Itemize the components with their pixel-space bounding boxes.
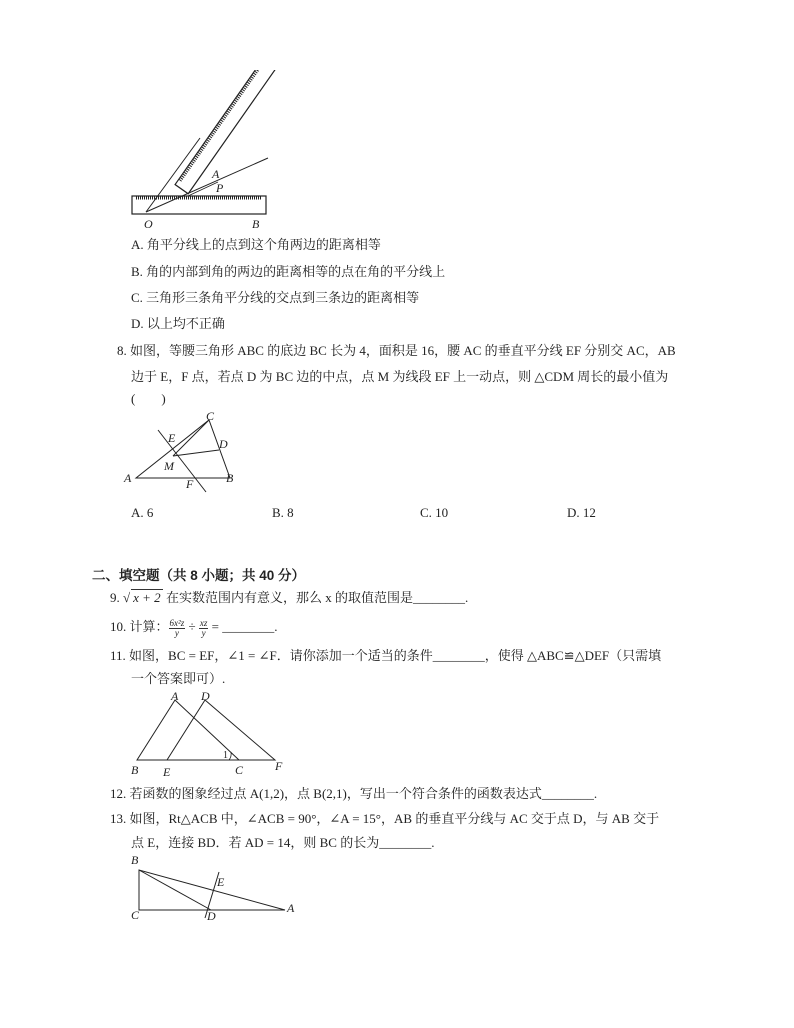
q7-option-c: C. 三角形三条角平分线的交点到三条边的距离相等	[131, 290, 420, 305]
q8-label-f: F	[186, 477, 194, 491]
q11-label-c: C	[235, 763, 244, 777]
q11-label-e: E	[163, 765, 171, 779]
q10-fraction-1	[169, 619, 186, 638]
q10-suffix: = ________.	[208, 619, 278, 634]
q8-label-a: A	[124, 471, 132, 485]
q10-frac1-num: 6x²z	[169, 617, 185, 628]
q11-label-angle-1: 1	[223, 750, 228, 761]
q7-label-p: P	[216, 181, 224, 195]
q10-frac2-num: xz	[199, 617, 208, 628]
q8-label-m: M	[164, 459, 174, 473]
q8-option-d: D. 12	[567, 505, 596, 520]
q11-label-a: A	[171, 689, 179, 703]
q11-figure	[125, 688, 295, 780]
q8-option-c: C. 10	[420, 505, 449, 520]
q9-number: 9.	[110, 590, 120, 605]
q8-label-c: C	[206, 409, 215, 423]
q10-fraction-2	[199, 619, 209, 638]
q13-label-e: E	[217, 875, 225, 889]
q9-sqrt: √ x + 2	[123, 590, 161, 605]
q13-label-d: D	[207, 909, 216, 923]
q7-label-b: B	[252, 217, 260, 231]
q8-figure	[120, 408, 245, 493]
q9-rest: 在实数范围内有意义，那么 x 的取值范围是________.	[162, 590, 469, 605]
q9-radicand: x + 2	[133, 590, 161, 605]
q8-text-line2: 边于 E，F 点，若点 D 为 BC 边的中点，点 M 为线段 EF 上一动点，则 △CDM 周长的最小值为	[131, 369, 669, 384]
q13-text-line2: 点 E，连接 BD．若 AD = 14，则 BC 的长为________.	[131, 835, 435, 850]
q13-text-line1: 13. 如图，Rt△ACB 中，∠ACB = 90°，∠A = 15°，AB 的垂直平分线与 AC 交于点 D，与 AB 交于	[110, 811, 660, 826]
q7-figure	[120, 70, 280, 235]
q8-label-d: D	[219, 437, 228, 451]
q10-operator: ÷	[185, 619, 199, 634]
q13-label-a: A	[287, 901, 295, 915]
q7-option-a: A. 角平分线上的点到这个角两边的距离相等	[131, 237, 381, 252]
q11-text-line2: 一个答案即可）.	[131, 671, 226, 686]
q7-label-a: A	[212, 167, 220, 181]
q8-text-line3: ( )	[131, 391, 166, 406]
q12-text-line1: 12. 若函数的图象经过点 A(1,2)，点 B(2,1)，写出一个符合条件的函数表达式________.	[110, 786, 598, 801]
q13-label-b: B	[131, 853, 139, 867]
q10-frac2-den: y	[201, 627, 206, 638]
q10-frac1-den: y	[174, 627, 179, 638]
q10-prefix: 10. 计算：	[110, 619, 169, 634]
q13-figure	[125, 852, 305, 924]
q10-text	[110, 616, 277, 638]
q11-label-f: F	[275, 759, 283, 773]
q8-label-b: B	[226, 471, 234, 485]
q11-text-line1: 11. 如图，BC = EF，∠1 = ∠F．请你添加一个适当的条件________，使得 △ABC≌△DEF（只需填	[110, 648, 662, 663]
q11-label-b: B	[131, 763, 139, 777]
q7-label-o: O	[144, 217, 153, 231]
q13-label-c: C	[131, 908, 140, 922]
q8-label-e: E	[168, 431, 176, 445]
q7-option-d: D. 以上均不正确	[131, 316, 225, 331]
q8-option-b: B. 8	[272, 505, 294, 520]
q11-label-d: D	[201, 689, 210, 703]
q7-option-b: B. 角的内部到角的两边的距离相等的点在角的平分线上	[131, 264, 446, 279]
q8-option-a: A. 6	[131, 505, 154, 520]
section-title-fill-in: 二、填空题（共 8 小题；共 40 分）	[92, 568, 306, 583]
q9-text	[110, 589, 468, 607]
q8-text-line1: 8. 如图，等腰三角形 ABC 的底边 BC 长为 4，面积是 16，腰 AC 的垂直平分线 EF 分别交 AC，AB	[117, 343, 676, 358]
